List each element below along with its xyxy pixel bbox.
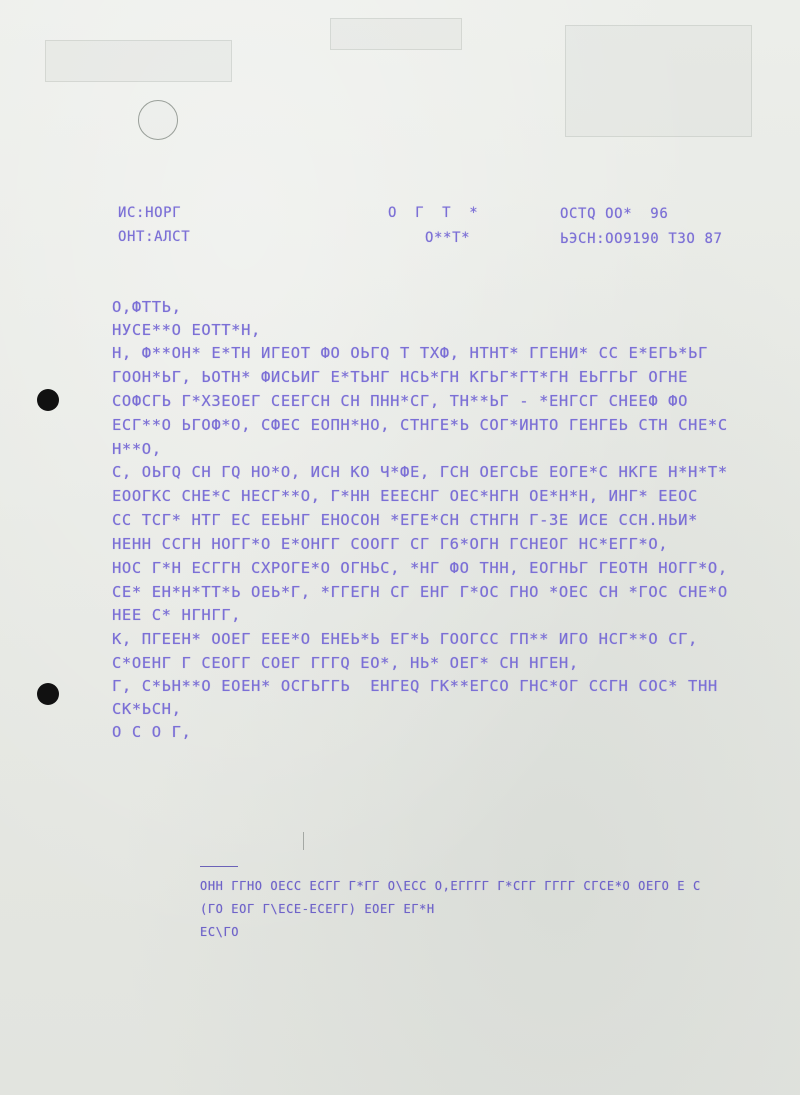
body-line: С, ОЬГQ СН ГQ НО*О, ИСН КО Ч*ФЕ, ГСН ОЕГСЬЕ ЕОГЕ*С НКГЕ Н*Н*Т* (112, 463, 728, 481)
ghost-header-block-middle (330, 18, 462, 50)
footer-line1: ОНН ГГНО ОЕСС ЕСГГ Г*ГГ О\ЕСС О,ЕГГГГ Г*СГГ ГГГГ СГСЕ*О ОЕГО Е С (200, 879, 701, 893)
ghost-header-block-right (565, 25, 752, 137)
filing-stamp-circle (138, 100, 178, 140)
body-line: Н**О, (112, 440, 162, 458)
body-line: СЕ* ЕН*Н*ТТ*Ь ОЕЬ*Г, *ГГЕГН СГ ЕНГ Г*ОС ГНО *ОЕС СН *ГОС СНЕ*О (112, 583, 728, 601)
footnote-rule (200, 866, 238, 867)
header-left-line1: ИС:НОРГ (118, 205, 182, 221)
body-line: О С О Г, (112, 723, 192, 741)
body-line: О,ФТТЬ, (112, 298, 182, 316)
ghost-header-block-left (45, 40, 232, 82)
punch-hole-lower (37, 683, 59, 705)
body-line: К, ПГЕЕН* ООЕГ ЕЕЕ*О ЕНЕЬ*Ь ЕГ*Ь ГООГСС ГП** ИГО НСГ**О СГ, (112, 630, 698, 648)
header-left-line2: ОНТ:АЛСТ (118, 229, 191, 245)
body-line: СК*ЬСН, (112, 700, 182, 718)
footer-line2: (ГО ЕОГ Г\ЕСЕ-ЕСЕГГ) ЕОЕГ ЕГ*Н (200, 902, 435, 916)
header-middle-line1: О Г Т * (388, 205, 479, 221)
footer-line3: ЕС\ГО (200, 925, 240, 939)
body-line: С*ОЕНГ Г СЕОГГ СОЕГ ГГГQ ЕО*, НЬ* ОЕГ* СН НГЕН, (112, 654, 579, 672)
body-line: НЕНН ССГН НОГГ*О Е*ОНГГ СООГГ СГ Г6*ОГН ГСНЕОГ НС*ЕГГ*О, (112, 535, 669, 553)
body-line: Н, Ф**ОН* Е*ТН ИГЕОТ ФО ОЬГQ Т ТХФ, НТНТ* ГГЕНИ* СС Е*ЕГЬ*ЬГ (112, 344, 708, 362)
body-line: ЕСГ**О ЬГОФ*О, СФЕС ЕОПН*НО, СТНГЕ*Ь СОГ*ИНТО ГЕНГЕЬ СТН СНЕ*С (112, 416, 728, 434)
body-line: СС ТСГ* НТГ ЕС ЕЕЬНГ ЕНОСОН *ЕГЕ*СН СТНГН Г-ЗЕ ИСЕ ССН.НЬИ* (112, 511, 698, 529)
stray-mark (303, 832, 304, 850)
body-line: НОС Г*Н ЕСГГН СХРОГЕ*О ОГНЬС, *НГ ФО ТНН, ЕОГНЬГ ГЕОТН НОГГ*О, (112, 559, 728, 577)
body-line: СОФСГЬ Г*ХЗЕОЕГ СЕЕГСН СН ПНН*СГ, ТН**ЬГ - *ЕНГСГ СНЕЕФ ФО (112, 392, 689, 410)
body-line: Г, С*ЬН**О ЕОЕН* ОСГЬГГЬ ЕНГЕQ ГК**ЕГСО ГНС*ОГ ССГН СОС* ТНН (112, 677, 718, 695)
header-middle-line2: О**Т* (425, 230, 471, 246)
body-line: НЕЕ С* НГНГГ, (112, 606, 242, 624)
body-line: НУСЕ**О ЕОТТ*Н, (112, 321, 261, 339)
header-right-line1: ОСТQ ОО* 96 (560, 206, 669, 222)
punch-hole-upper (37, 389, 59, 411)
body-line: ГООН*ЬГ, ЬОТН* ФИСЬИГ Е*ТЬНГ НСЬ*ГН КГЬГ*ГТ*ГН ЕЬГГЬГ ОГНЕ (112, 368, 689, 386)
body-line: ЕООГКС СНЕ*С НЕСГ**О, Г*НН ЕЕЕСНГ ОЕС*НГН ОЕ*Н*Н, ИНГ* ЕЕОС (112, 487, 698, 505)
header-right-line2: ЬЭСН:ОО9190 ТЗО 87 (560, 231, 723, 247)
